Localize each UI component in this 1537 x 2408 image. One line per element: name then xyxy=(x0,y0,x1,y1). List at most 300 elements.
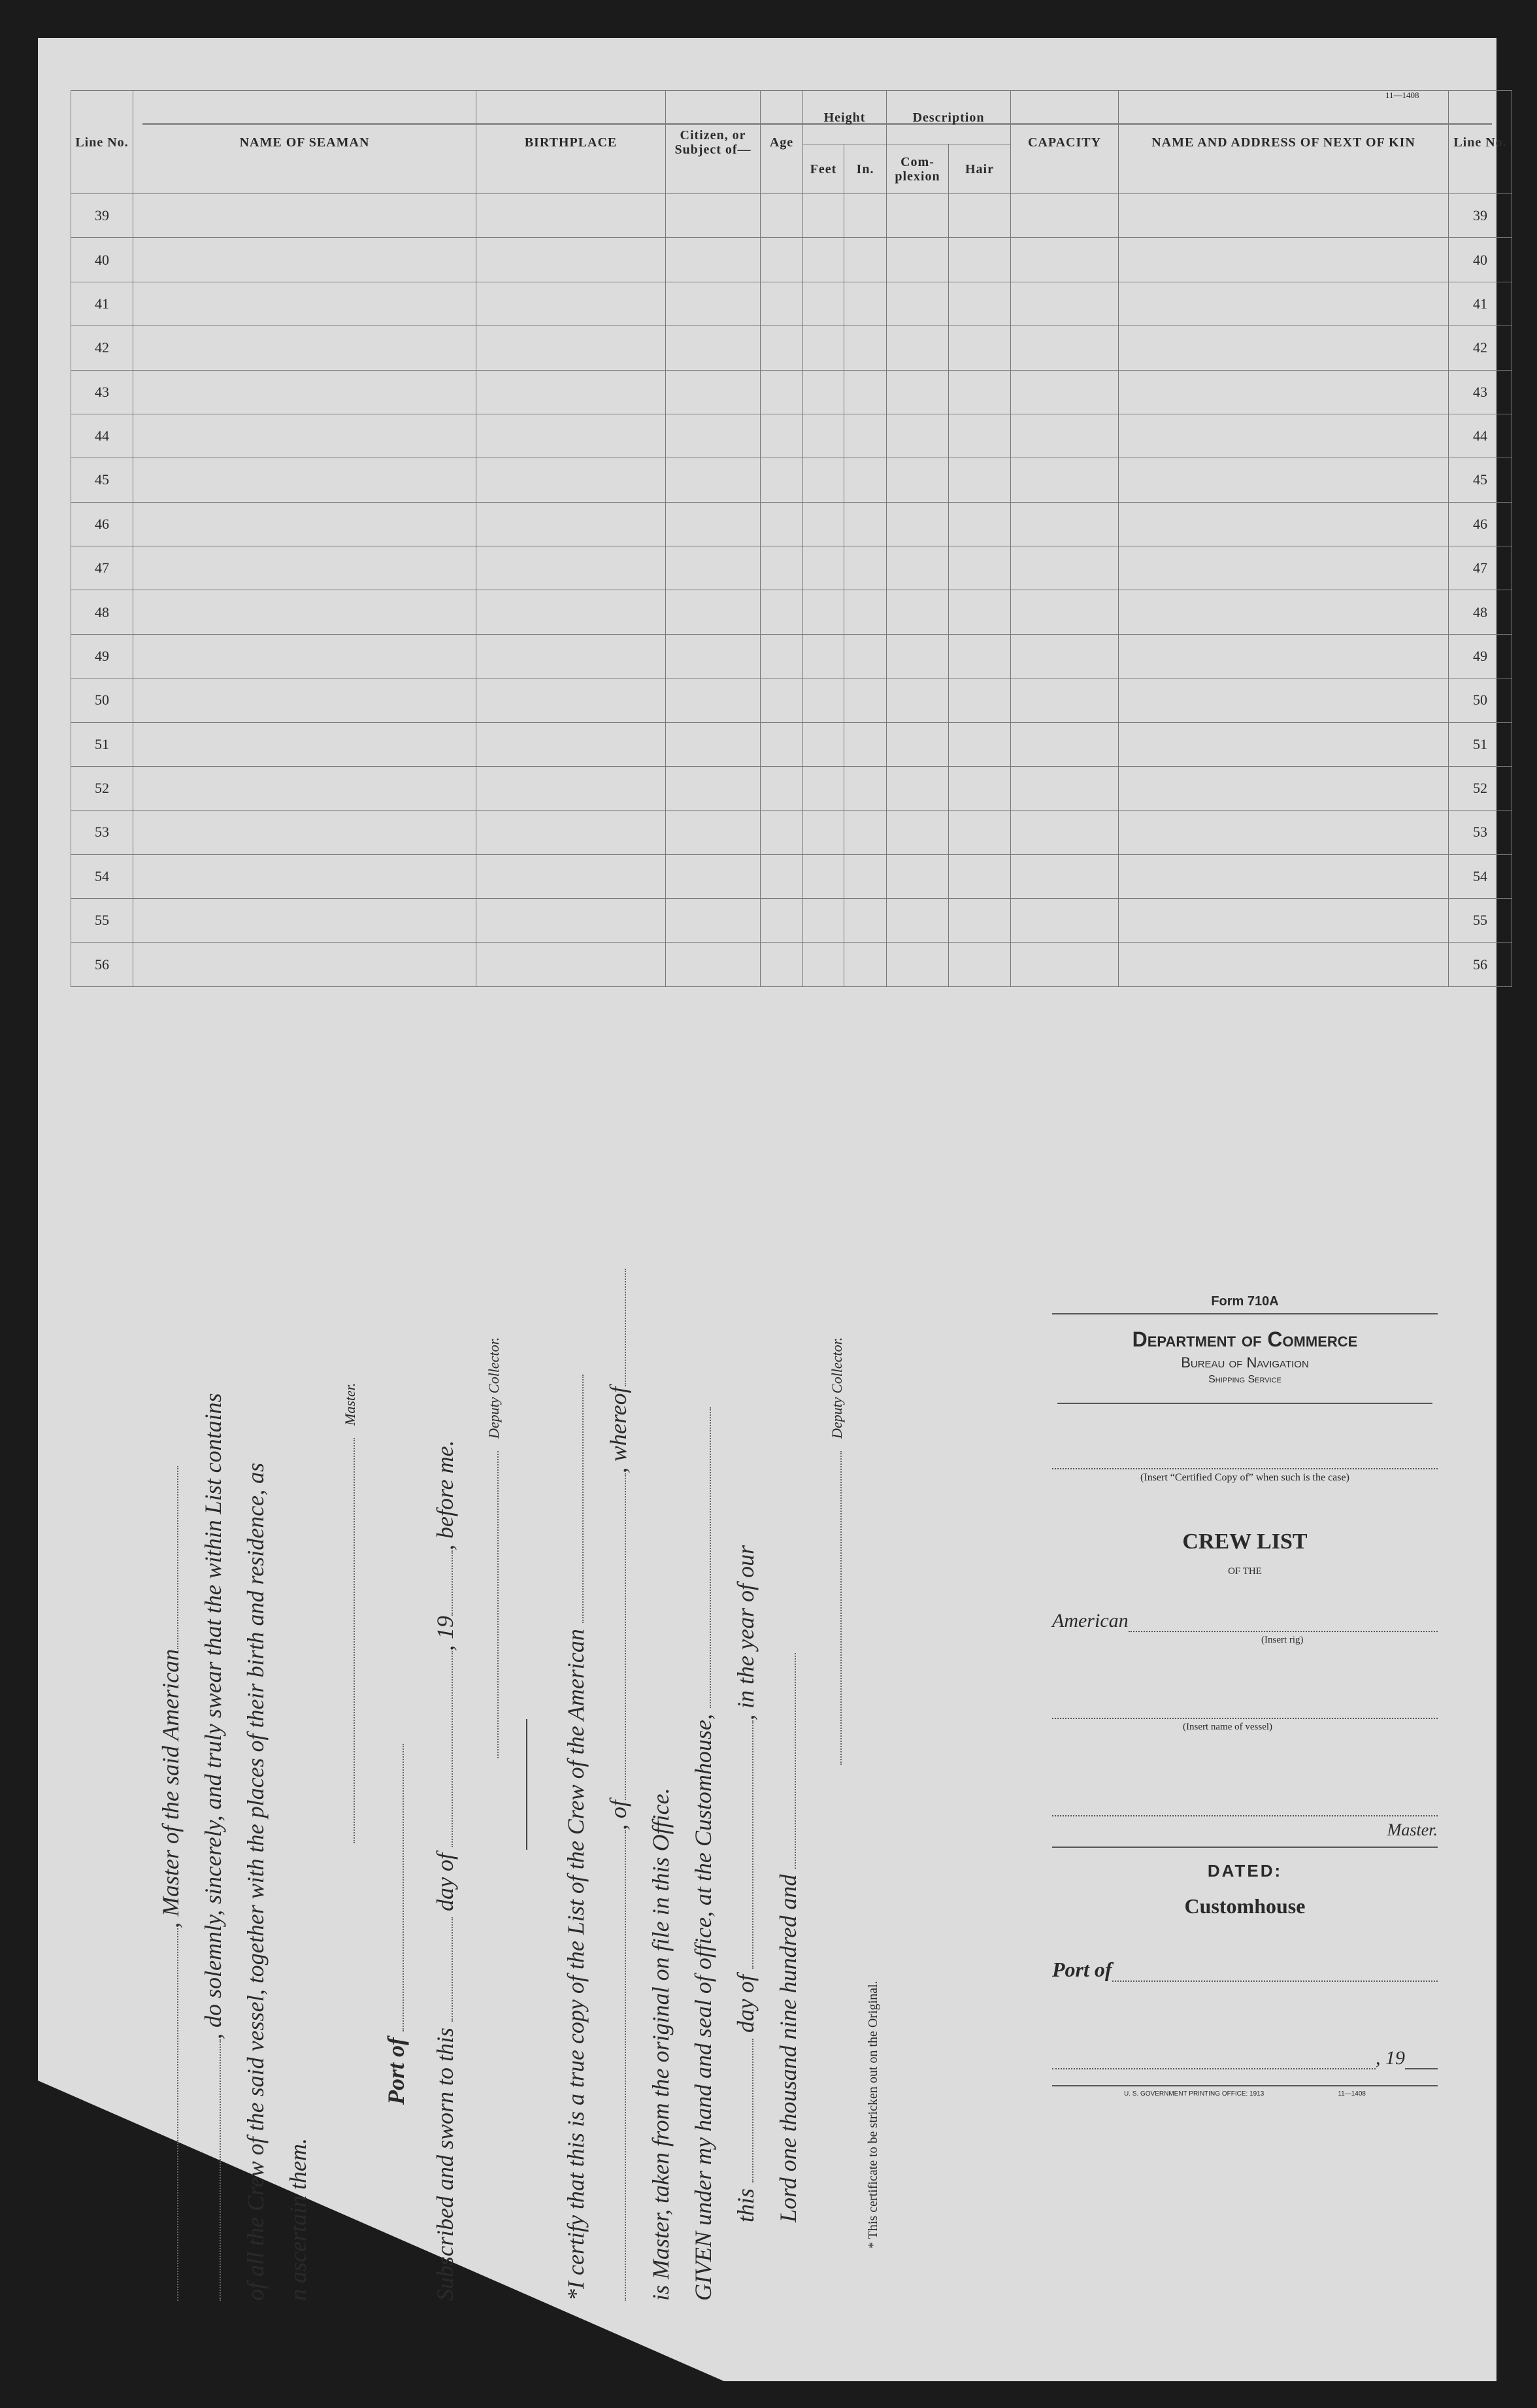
header-inches: In. xyxy=(844,144,887,194)
header-line-no: Line No. xyxy=(71,91,133,194)
table-cell[interactable] xyxy=(1119,899,1449,943)
table-row xyxy=(71,854,1512,898)
table-cell[interactable] xyxy=(476,238,666,282)
line-number-right: 53 xyxy=(1449,811,1512,854)
table-cell[interactable] xyxy=(133,326,476,370)
port-of-field[interactable] xyxy=(383,1744,404,2032)
insert-rig-note: (Insert rig) xyxy=(1261,1635,1304,1645)
line-number-left: 54 xyxy=(71,854,133,898)
table-cell[interactable] xyxy=(1119,811,1449,854)
before-me: , before me. xyxy=(432,1440,458,1550)
table-cell[interactable] xyxy=(666,634,761,678)
certificate-in-the-year: , in the year of our xyxy=(733,1545,759,1720)
dated-label: DATED: xyxy=(1207,1861,1283,1881)
table-row xyxy=(71,899,1512,943)
table-cell[interactable] xyxy=(1119,238,1449,282)
header-description: Description xyxy=(887,91,1011,144)
certificate-line-2: is Master, taken from the original on file in this Office. xyxy=(648,1788,674,2301)
vessel-name-field-panel[interactable] xyxy=(1052,1718,1438,1719)
table-cell[interactable] xyxy=(887,282,949,326)
table-cell[interactable] xyxy=(887,194,949,238)
table-cell[interactable] xyxy=(803,590,844,634)
table-cell[interactable] xyxy=(1011,414,1119,458)
table-cell[interactable] xyxy=(887,370,949,414)
table-cell[interactable] xyxy=(666,282,761,326)
table-cell[interactable] xyxy=(133,899,476,943)
table-cell[interactable] xyxy=(476,414,666,458)
certificate-whereof: , whereof xyxy=(605,1386,631,1473)
table-row xyxy=(71,414,1512,458)
subscribed-label: Subscribed and sworn to this xyxy=(432,2027,458,2301)
line-number-left: 43 xyxy=(71,370,133,414)
table-cell[interactable] xyxy=(803,546,844,590)
table-cell[interactable] xyxy=(1119,722,1449,766)
deputy-collector-signature-1[interactable] xyxy=(478,1451,499,1758)
subscribed-day-field[interactable] xyxy=(432,1917,453,2022)
certificate-rig-field[interactable] xyxy=(605,1830,626,2301)
table-cell[interactable] xyxy=(761,634,803,678)
american-label: American xyxy=(1052,1610,1129,1631)
line-number-left: 49 xyxy=(71,634,133,678)
table-cell[interactable] xyxy=(803,899,844,943)
table-cell[interactable] xyxy=(666,943,761,987)
table-cell[interactable] xyxy=(761,678,803,722)
panel-rule-3 xyxy=(1052,1847,1438,1848)
panel-rule-4 xyxy=(1052,2085,1438,2086)
table-cell[interactable] xyxy=(476,282,666,326)
table-cell[interactable] xyxy=(666,370,761,414)
insert-vessel-note: (Insert name of vessel) xyxy=(1183,1722,1273,1732)
table-cell[interactable] xyxy=(887,414,949,458)
table-cell[interactable] xyxy=(666,590,761,634)
table-cell[interactable] xyxy=(887,811,949,854)
line-number-right: 56 xyxy=(1449,943,1512,987)
subscribed-19: , 19 xyxy=(432,1615,458,1651)
deputy-collector-label-1: Deputy Collector. xyxy=(486,1337,502,1439)
certificate-lord: Lord one thousand nine hundred and xyxy=(775,1874,801,2222)
table-cell[interactable] xyxy=(949,590,1011,634)
certified-copy-field[interactable] xyxy=(1052,1468,1438,1469)
table-cell[interactable] xyxy=(949,943,1011,987)
table-cell[interactable] xyxy=(949,414,1011,458)
table-cell[interactable] xyxy=(666,414,761,458)
table-row xyxy=(71,722,1512,766)
table-cell[interactable] xyxy=(761,854,803,898)
certificate-footnote: * This certificate to be stricken out on the Original. xyxy=(866,1981,880,2249)
table-cell[interactable] xyxy=(803,238,844,282)
subscribed-day-of: day of xyxy=(432,1852,458,1911)
certificate-master-field[interactable] xyxy=(605,1269,626,1386)
table-cell[interactable] xyxy=(761,414,803,458)
of-the-label: OF THE xyxy=(1228,1566,1262,1577)
table-cell[interactable] xyxy=(761,194,803,238)
table-cell[interactable] xyxy=(1011,194,1119,238)
line-number-left: 50 xyxy=(71,678,133,722)
table-cell[interactable] xyxy=(476,766,666,810)
table-cell[interactable] xyxy=(844,899,887,943)
table-cell[interactable] xyxy=(803,634,844,678)
header-line-no-right: Line No. xyxy=(1449,91,1512,194)
table-cell[interactable] xyxy=(476,634,666,678)
table-cell[interactable] xyxy=(887,722,949,766)
table-cell[interactable] xyxy=(803,194,844,238)
line-number-right: 47 xyxy=(1449,546,1512,590)
certificate-port-field[interactable] xyxy=(605,1473,626,1800)
table-cell[interactable] xyxy=(887,590,949,634)
table-row xyxy=(71,678,1512,722)
table-cell[interactable] xyxy=(476,458,666,502)
table-cell[interactable] xyxy=(476,722,666,766)
table-cell[interactable] xyxy=(803,458,844,502)
table-cell[interactable] xyxy=(476,943,666,987)
table-cell[interactable] xyxy=(949,194,1011,238)
line-number-left: 52 xyxy=(71,766,133,810)
line-number-right: 43 xyxy=(1449,370,1512,414)
table-cell[interactable] xyxy=(887,634,949,678)
certificate-line-3: GIVEN under my hand and seal of office, at the Customhouse, xyxy=(690,1714,716,2301)
table-cell[interactable] xyxy=(133,370,476,414)
oath-line-2: , do solemnly, sincerely, and truly swear that the within List contains xyxy=(200,1393,226,2039)
table-cell[interactable] xyxy=(761,546,803,590)
table-cell[interactable] xyxy=(844,546,887,590)
department-title: Department of Commerce xyxy=(1132,1328,1358,1351)
line-number-left: 44 xyxy=(71,414,133,458)
table-cell[interactable] xyxy=(844,590,887,634)
table-cell[interactable] xyxy=(844,194,887,238)
oath-blank-1[interactable] xyxy=(200,2039,221,2301)
master-field-panel[interactable] xyxy=(1052,1815,1438,1816)
table-cell[interactable] xyxy=(1011,282,1119,326)
table-cell[interactable] xyxy=(476,194,666,238)
table-cell[interactable] xyxy=(949,634,1011,678)
crew-list-cover-panel xyxy=(1052,1294,1438,2183)
certificate-year-field[interactable] xyxy=(775,1653,796,1869)
table-cell[interactable] xyxy=(949,811,1011,854)
master-signature-line[interactable] xyxy=(334,1438,355,1843)
table-cell[interactable] xyxy=(133,458,476,502)
table-cell[interactable] xyxy=(844,811,887,854)
certificate-this: this xyxy=(733,2188,759,2222)
table-cell[interactable] xyxy=(1011,722,1119,766)
table-cell[interactable] xyxy=(803,414,844,458)
table-cell[interactable] xyxy=(1119,590,1449,634)
table-cell[interactable] xyxy=(1011,854,1119,898)
table-cell[interactable] xyxy=(803,678,844,722)
certificate-day-field[interactable] xyxy=(733,2039,753,2182)
header-next-of-kin: NAME AND ADDRESS OF NEXT OF KIN xyxy=(1119,91,1449,194)
table-cell[interactable] xyxy=(1011,458,1119,502)
table-cell[interactable] xyxy=(1119,282,1449,326)
table-cell[interactable] xyxy=(1011,502,1119,546)
table-cell[interactable] xyxy=(476,811,666,854)
certificate-of: , of xyxy=(605,1799,631,1830)
table-cell[interactable] xyxy=(887,899,949,943)
vessel-name-field[interactable] xyxy=(157,1466,178,1649)
table-row xyxy=(71,194,1512,238)
table-row xyxy=(71,943,1512,987)
master-name-field[interactable] xyxy=(157,1928,178,2301)
table-cell[interactable] xyxy=(844,370,887,414)
line-number-right: 42 xyxy=(1449,326,1512,370)
table-cell[interactable] xyxy=(1119,546,1449,590)
table-cell[interactable] xyxy=(133,502,476,546)
table-cell[interactable] xyxy=(1119,326,1449,370)
table-cell[interactable] xyxy=(1011,590,1119,634)
table-cell[interactable] xyxy=(1119,854,1449,898)
table-row xyxy=(71,502,1512,546)
table-cell[interactable] xyxy=(949,722,1011,766)
line-number-right: 46 xyxy=(1449,502,1512,546)
table-cell[interactable] xyxy=(133,678,476,722)
table-cell[interactable] xyxy=(949,854,1011,898)
table-cell[interactable] xyxy=(949,458,1011,502)
table-cell[interactable] xyxy=(949,282,1011,326)
table-cell[interactable] xyxy=(666,502,761,546)
rig-field[interactable] xyxy=(1129,1614,1438,1632)
customhouse-label: Customhouse xyxy=(1184,1894,1306,1918)
table-cell[interactable] xyxy=(803,502,844,546)
table-cell[interactable] xyxy=(1011,943,1119,987)
table-cell[interactable] xyxy=(1119,943,1449,987)
table-cell[interactable] xyxy=(1011,634,1119,678)
header-age: Age xyxy=(761,91,803,194)
header-feet: Feet xyxy=(803,144,844,194)
table-cell[interactable] xyxy=(666,238,761,282)
table-cell[interactable] xyxy=(666,458,761,502)
table-cell[interactable] xyxy=(476,546,666,590)
table-cell[interactable] xyxy=(761,282,803,326)
table-cell[interactable] xyxy=(1119,766,1449,810)
header-hair: Hair xyxy=(949,144,1011,194)
oath-and-certificate-rotated xyxy=(131,1222,1000,2301)
header-name: NAME OF SEAMAN xyxy=(133,91,476,194)
table-cell[interactable] xyxy=(761,590,803,634)
table-cell[interactable] xyxy=(476,326,666,370)
year-field-panel[interactable] xyxy=(1405,2051,1438,2069)
subscribed-year-field[interactable] xyxy=(432,1550,453,1616)
table-cell[interactable] xyxy=(1119,414,1449,458)
line-number-left: 55 xyxy=(71,899,133,943)
table-cell[interactable] xyxy=(1119,194,1449,238)
table-cell[interactable] xyxy=(1011,370,1119,414)
line-number-right: 54 xyxy=(1449,854,1512,898)
table-cell[interactable] xyxy=(133,590,476,634)
line-number-right: 40 xyxy=(1449,238,1512,282)
oath-line-4: n ascertain them. xyxy=(285,2138,311,2301)
table-cell[interactable] xyxy=(803,854,844,898)
form-number-top: 11—1408 xyxy=(1385,90,1419,100)
table-cell[interactable] xyxy=(133,194,476,238)
table-cell[interactable] xyxy=(949,238,1011,282)
form-710a: Form 710A xyxy=(1211,1294,1279,1309)
table-cell[interactable] xyxy=(803,722,844,766)
table-cell[interactable] xyxy=(949,899,1011,943)
oath-line-1: , Master of the said American xyxy=(157,1648,184,1928)
deputy-collector-label-2: Deputy Collector. xyxy=(829,1337,845,1439)
table-cell[interactable] xyxy=(949,370,1011,414)
header-complexion: Com- plexion xyxy=(887,144,949,194)
header-height: Height xyxy=(803,91,887,144)
table-cell[interactable] xyxy=(887,678,949,722)
form-number-bottom: 11—1408 xyxy=(1338,2090,1366,2098)
subscribed-month-field[interactable] xyxy=(432,1651,453,1847)
table-row xyxy=(71,458,1512,502)
table-cell[interactable] xyxy=(844,458,887,502)
table-cell[interactable] xyxy=(761,943,803,987)
customhouse-field[interactable] xyxy=(690,1407,711,1708)
table-cell[interactable] xyxy=(803,326,844,370)
table-cell[interactable] xyxy=(761,370,803,414)
table-cell[interactable] xyxy=(887,766,949,810)
table-cell[interactable] xyxy=(761,326,803,370)
table-row xyxy=(71,370,1512,414)
line-number-left: 42 xyxy=(71,326,133,370)
table-cell[interactable] xyxy=(476,854,666,898)
table-cell[interactable] xyxy=(666,546,761,590)
line-number-left: 41 xyxy=(71,282,133,326)
table-cell[interactable] xyxy=(761,766,803,810)
table-cell[interactable] xyxy=(666,678,761,722)
table-cell[interactable] xyxy=(133,811,476,854)
table-cell[interactable] xyxy=(844,678,887,722)
table-cell[interactable] xyxy=(844,766,887,810)
table-cell[interactable] xyxy=(133,766,476,810)
table-cell[interactable] xyxy=(476,899,666,943)
table-cell[interactable] xyxy=(133,722,476,766)
table-cell[interactable] xyxy=(666,194,761,238)
service-title: Shipping Service xyxy=(1208,1374,1281,1385)
table-cell[interactable] xyxy=(803,766,844,810)
date-field-panel[interactable] xyxy=(1052,2051,1376,2069)
table-cell[interactable] xyxy=(761,502,803,546)
table-cell[interactable] xyxy=(803,811,844,854)
table-cell[interactable] xyxy=(844,854,887,898)
certificate-vessel-field[interactable] xyxy=(563,1375,584,1623)
table-cell[interactable] xyxy=(133,238,476,282)
table-row xyxy=(71,766,1512,810)
table-cell[interactable] xyxy=(761,899,803,943)
table-cell[interactable] xyxy=(476,370,666,414)
table-cell[interactable] xyxy=(887,546,949,590)
port-field-panel[interactable] xyxy=(1112,1964,1438,1982)
table-cell[interactable] xyxy=(1011,899,1119,943)
certificate-day-of: day of xyxy=(733,1975,759,2033)
table-cell[interactable] xyxy=(844,502,887,546)
table-cell[interactable] xyxy=(844,634,887,678)
crew-table xyxy=(71,90,1512,987)
table-row xyxy=(71,546,1512,590)
table-row xyxy=(71,634,1512,678)
table-cell[interactable] xyxy=(133,546,476,590)
year-19-label: , 19 xyxy=(1376,2047,1405,2069)
certificate-line-1: *I certify that this is a true copy of the List of the Crew of the American xyxy=(563,1629,589,2301)
table-cell[interactable] xyxy=(887,458,949,502)
table-cell[interactable] xyxy=(133,854,476,898)
deputy-collector-signature-2[interactable] xyxy=(821,1451,842,1765)
panel-rule-1 xyxy=(1052,1313,1438,1314)
table-cell[interactable] xyxy=(803,282,844,326)
line-number-right: 44 xyxy=(1449,414,1512,458)
table-cell[interactable] xyxy=(666,811,761,854)
table-cell[interactable] xyxy=(803,943,844,987)
line-number-right: 55 xyxy=(1449,899,1512,943)
table-cell[interactable] xyxy=(1119,458,1449,502)
table-cell[interactable] xyxy=(1011,766,1119,810)
table-cell[interactable] xyxy=(1011,811,1119,854)
table-cell[interactable] xyxy=(1011,546,1119,590)
table-cell[interactable] xyxy=(844,238,887,282)
line-number-right: 51 xyxy=(1449,722,1512,766)
table-cell[interactable] xyxy=(761,811,803,854)
table-cell[interactable] xyxy=(844,282,887,326)
table-cell[interactable] xyxy=(949,546,1011,590)
table-row xyxy=(71,326,1512,370)
table-cell[interactable] xyxy=(887,238,949,282)
table-cell[interactable] xyxy=(844,722,887,766)
table-cell[interactable] xyxy=(666,899,761,943)
table-cell[interactable] xyxy=(666,766,761,810)
header-citizen: Citizen, or Subject of— xyxy=(666,91,761,194)
table-cell[interactable] xyxy=(666,722,761,766)
line-number-left: 47 xyxy=(71,546,133,590)
table-cell[interactable] xyxy=(887,854,949,898)
table-cell[interactable] xyxy=(1119,634,1449,678)
master-label-panel: Master. xyxy=(1387,1820,1438,1839)
table-cell[interactable] xyxy=(133,943,476,987)
line-number-right: 45 xyxy=(1449,458,1512,502)
table-cell[interactable] xyxy=(803,370,844,414)
line-number-right: 41 xyxy=(1449,282,1512,326)
table-cell[interactable] xyxy=(1011,238,1119,282)
bureau-title: Bureau of Navigation xyxy=(1181,1354,1309,1371)
table-cell[interactable] xyxy=(476,678,666,722)
line-number-left: 56 xyxy=(71,943,133,987)
table-cell[interactable] xyxy=(476,502,666,546)
table-cell[interactable] xyxy=(887,502,949,546)
table-cell[interactable] xyxy=(666,854,761,898)
certificate-month-field[interactable] xyxy=(733,1720,753,1969)
table-cell[interactable] xyxy=(887,943,949,987)
table-cell[interactable] xyxy=(844,414,887,458)
table-cell[interactable] xyxy=(761,722,803,766)
table-cell[interactable] xyxy=(844,943,887,987)
table-cell[interactable] xyxy=(1011,326,1119,370)
table-cell[interactable] xyxy=(887,326,949,370)
separator-line xyxy=(526,1719,527,1850)
line-number-left: 48 xyxy=(71,590,133,634)
table-cell[interactable] xyxy=(1119,370,1449,414)
table-cell[interactable] xyxy=(1119,502,1449,546)
line-number-left: 51 xyxy=(71,722,133,766)
table-cell[interactable] xyxy=(949,326,1011,370)
table-cell[interactable] xyxy=(844,326,887,370)
table-cell[interactable] xyxy=(761,458,803,502)
table-cell[interactable] xyxy=(761,238,803,282)
table-cell[interactable] xyxy=(949,502,1011,546)
table-cell[interactable] xyxy=(1119,678,1449,722)
table-cell[interactable] xyxy=(949,766,1011,810)
table-cell[interactable] xyxy=(949,678,1011,722)
table-cell[interactable] xyxy=(666,326,761,370)
table-cell[interactable] xyxy=(1011,678,1119,722)
crew-list-title: CREW LIST xyxy=(1182,1530,1308,1554)
table-cell[interactable] xyxy=(133,282,476,326)
table-cell[interactable] xyxy=(476,590,666,634)
printing-office: U. S. GOVERNMENT PRINTING OFFICE: 1913 xyxy=(1124,2090,1264,2098)
line-number-left: 40 xyxy=(71,238,133,282)
table-cell[interactable] xyxy=(133,414,476,458)
table-cell[interactable] xyxy=(133,634,476,678)
